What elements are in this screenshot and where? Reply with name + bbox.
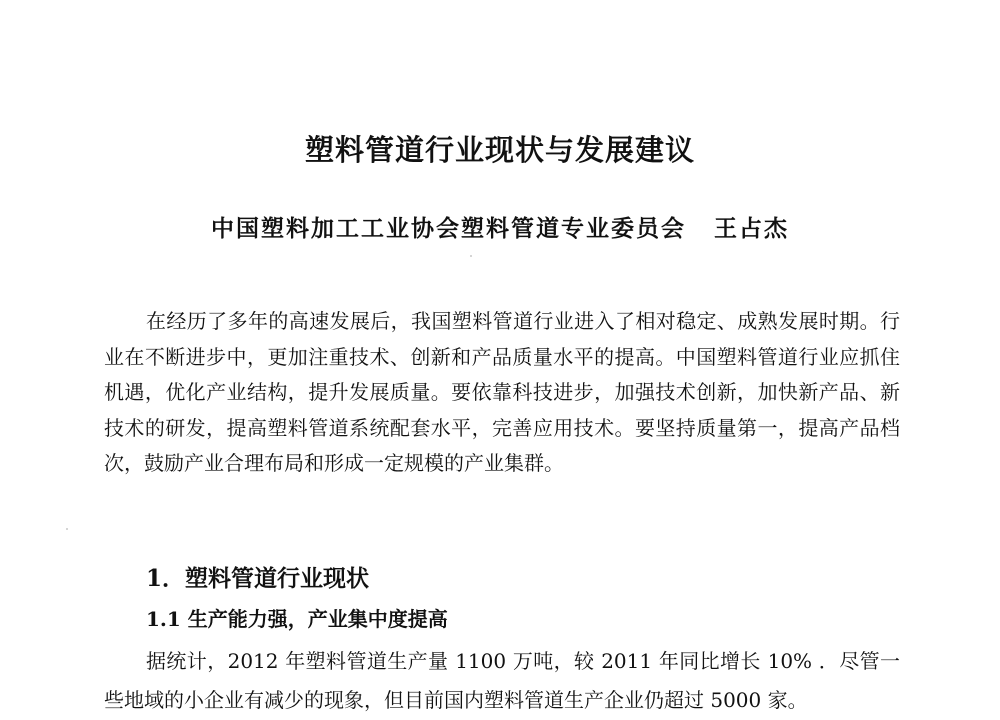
subsection-paragraph: 据统计，2012 年塑料管道生产量 1100 万吨，较 2011 年同比增长 10% ．尽管一些地域的小企业有减少的现象，但目前国内塑料管道生产企业仍超过 5000 家。 bbox=[104, 649, 900, 712]
author-organization: 中国塑料加工工业协会塑料管道专业委员会 bbox=[211, 215, 686, 242]
section-heading: 1．塑料管道行业现状 bbox=[146, 565, 370, 592]
scan-speck bbox=[66, 528, 68, 530]
intro-paragraph: 在经历了多年的高速发展后，我国塑料管道行业进入了相对稳定、成熟发展时期。行业在不断进步中，更加注重技术、创新和产品质量水平的提高。中国塑料管道行业应抓住机遇，优化产业结构，提升发展质量。要依靠科技进步，加强技术创新，加快新产品、新技术的研发，提高塑料管道系统配套水平，完善应用技术。要坚持质量第一，提高产品档次，鼓励产业合理布局和形成一定规模的产业集群。 bbox=[104, 309, 900, 475]
scan-speck bbox=[470, 255, 472, 257]
subsection-heading: 1.1 生产能力强，产业集中度提高 bbox=[146, 607, 448, 631]
author-line bbox=[0, 210, 1000, 243]
document-title: 塑料管道行业现状与发展建议 bbox=[304, 133, 695, 167]
author-name: 王占杰 bbox=[714, 215, 789, 242]
intro-section bbox=[104, 304, 900, 482]
subsection-body bbox=[104, 642, 900, 720]
